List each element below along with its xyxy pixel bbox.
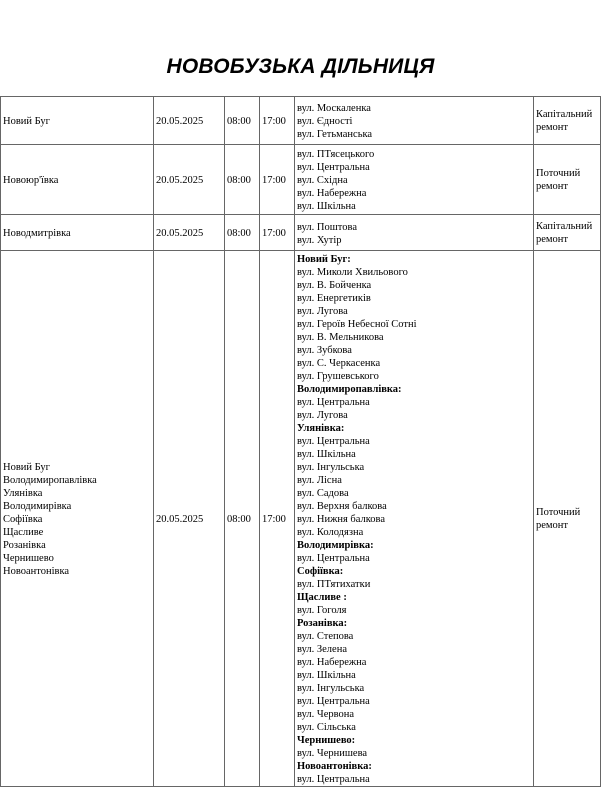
work-type-line: ремонт [536, 181, 569, 192]
street-line: вул. Чернишева [297, 748, 368, 759]
street-line: вул. Інгульська [297, 462, 365, 473]
street-line: вул. Зелена [297, 644, 347, 655]
streets-cell [295, 251, 534, 787]
street-line: вул. В. Мельникова [297, 332, 384, 343]
locations-line: Новоюр'ївка [3, 174, 59, 186]
street-line: вул. ПТятихатки [297, 579, 371, 590]
end-time-cell: 17:00 [260, 215, 295, 251]
street-line: вул. Садова [297, 488, 349, 499]
date-cell: 20.05.2025 [154, 251, 225, 787]
street-line: вул. Сільська [297, 722, 356, 733]
street-line: вул. Гетьманська [297, 128, 373, 140]
street-line: вул. Східна [297, 174, 348, 186]
street-line: вул. Поштова [297, 222, 357, 233]
work-type-line: Капітальний [536, 109, 593, 120]
street-line: вул. Миколи Хвильового [297, 267, 408, 278]
street-line: вул. Грушевського [297, 371, 379, 382]
start-time-cell: 08:00 [225, 97, 260, 145]
street-line: вул. Москаленка [297, 102, 371, 114]
work-type-cell [534, 97, 601, 145]
street-line: вул. Центральна [297, 553, 370, 564]
work-type-line: Поточний [536, 168, 581, 179]
settlement-heading: Розанівка: [297, 618, 348, 629]
street-line: вул. ПТясецького [297, 148, 375, 160]
locations-line: Чернишево [3, 552, 54, 564]
street-line: вул. Червона [297, 709, 355, 720]
street-line: вул. Центральна [297, 774, 370, 785]
date-cell: 20.05.2025 [154, 97, 225, 145]
date-cell: 20.05.2025 [154, 145, 225, 215]
locations-line: Розанівка [3, 539, 46, 551]
locations-line: Новодмитрівка [3, 227, 71, 239]
settlement-heading: Улянівка: [297, 423, 345, 434]
locations-cell [1, 251, 154, 787]
street-line: вул. Єдності [297, 115, 353, 127]
work-type-line: ремонт [536, 520, 569, 531]
locations-line: Новоантонівка [3, 565, 70, 577]
street-line: вул. Лугова [297, 306, 348, 317]
streets-cell [295, 145, 534, 215]
street-line: вул. Гоголя [297, 605, 347, 616]
street-line: вул. Степова [297, 631, 354, 642]
locations-line: Улянівка [3, 487, 43, 499]
locations-line: Новий Буг [3, 115, 50, 127]
end-time-cell: 17:00 [260, 97, 295, 145]
street-line: вул. Нижня балкова [297, 514, 386, 525]
settlement-heading: Новоантонівка: [297, 761, 372, 772]
settlement-heading: Чернишево: [297, 735, 356, 746]
work-type-cell [534, 251, 601, 787]
street-line: вул. В. Бойченка [297, 280, 372, 291]
street-line: вул. Центральна [297, 436, 370, 447]
street-line: вул. С. Черкасенка [297, 358, 381, 369]
street-line: вул. Лугова [297, 410, 348, 421]
work-type-cell [534, 215, 601, 251]
locations-line: Володимиропавлівка [3, 474, 97, 486]
start-time-cell: 08:00 [225, 251, 260, 787]
outage-schedule-table [0, 96, 601, 787]
street-line: вул. Героїв Небесної Сотні [297, 319, 417, 330]
settlement-heading: Новий Буг: [297, 254, 351, 265]
street-line: вул. Центральна [297, 696, 370, 707]
table-row [1, 215, 601, 251]
end-time-cell: 17:00 [260, 145, 295, 215]
street-line: вул. Верхня балкова [297, 501, 387, 512]
date-cell: 20.05.2025 [154, 215, 225, 251]
settlement-heading: Володимиропавлівка: [297, 384, 402, 395]
street-line: вул. Інгульська [297, 683, 365, 694]
settlement-heading: Софіївка: [297, 566, 344, 577]
locations-cell [1, 145, 154, 215]
locations-line: Софіївка [3, 513, 43, 525]
street-line: вул. Набережна [297, 187, 367, 199]
locations-cell [1, 215, 154, 251]
settlement-heading: Щасливе : [297, 592, 347, 603]
street-line: вул. Енергетиків [297, 293, 371, 304]
street-line: вул. Хутір [297, 235, 342, 246]
locations-cell [1, 97, 154, 145]
streets-cell [295, 215, 534, 251]
street-line: вул. Зубкова [297, 345, 352, 356]
start-time-cell: 08:00 [225, 215, 260, 251]
street-line: вул. Центральна [297, 397, 370, 408]
page-title: НОВОБУЗЬКА ДІЛЬНИЦЯ [166, 55, 435, 78]
work-type-cell [534, 145, 601, 215]
work-type-line: ремонт [536, 234, 569, 245]
work-type-line: Поточний [536, 507, 581, 518]
work-type-line: Капітальний [536, 221, 593, 232]
work-type-line: ремонт [536, 122, 569, 133]
street-line: вул. Шкільна [297, 449, 356, 460]
street-line: вул. Лісна [297, 475, 342, 486]
streets-cell [295, 97, 534, 145]
end-time-cell: 17:00 [260, 251, 295, 787]
street-line: вул. Шкільна [297, 670, 356, 681]
street-line: вул. Колодязна [297, 527, 364, 538]
table-row [1, 145, 601, 215]
start-time-cell: 08:00 [225, 145, 260, 215]
locations-line: Новий Буг [3, 461, 50, 473]
locations-line: Щасливе [3, 526, 44, 538]
street-line: вул. Набережна [297, 657, 367, 668]
street-line: вул. Шкільна [297, 200, 356, 212]
table-row [1, 97, 601, 145]
settlement-heading: Володимирівка: [297, 540, 374, 551]
street-line: вул. Центральна [297, 161, 370, 173]
table-row [1, 251, 601, 787]
locations-line: Володимирівка [3, 500, 72, 512]
